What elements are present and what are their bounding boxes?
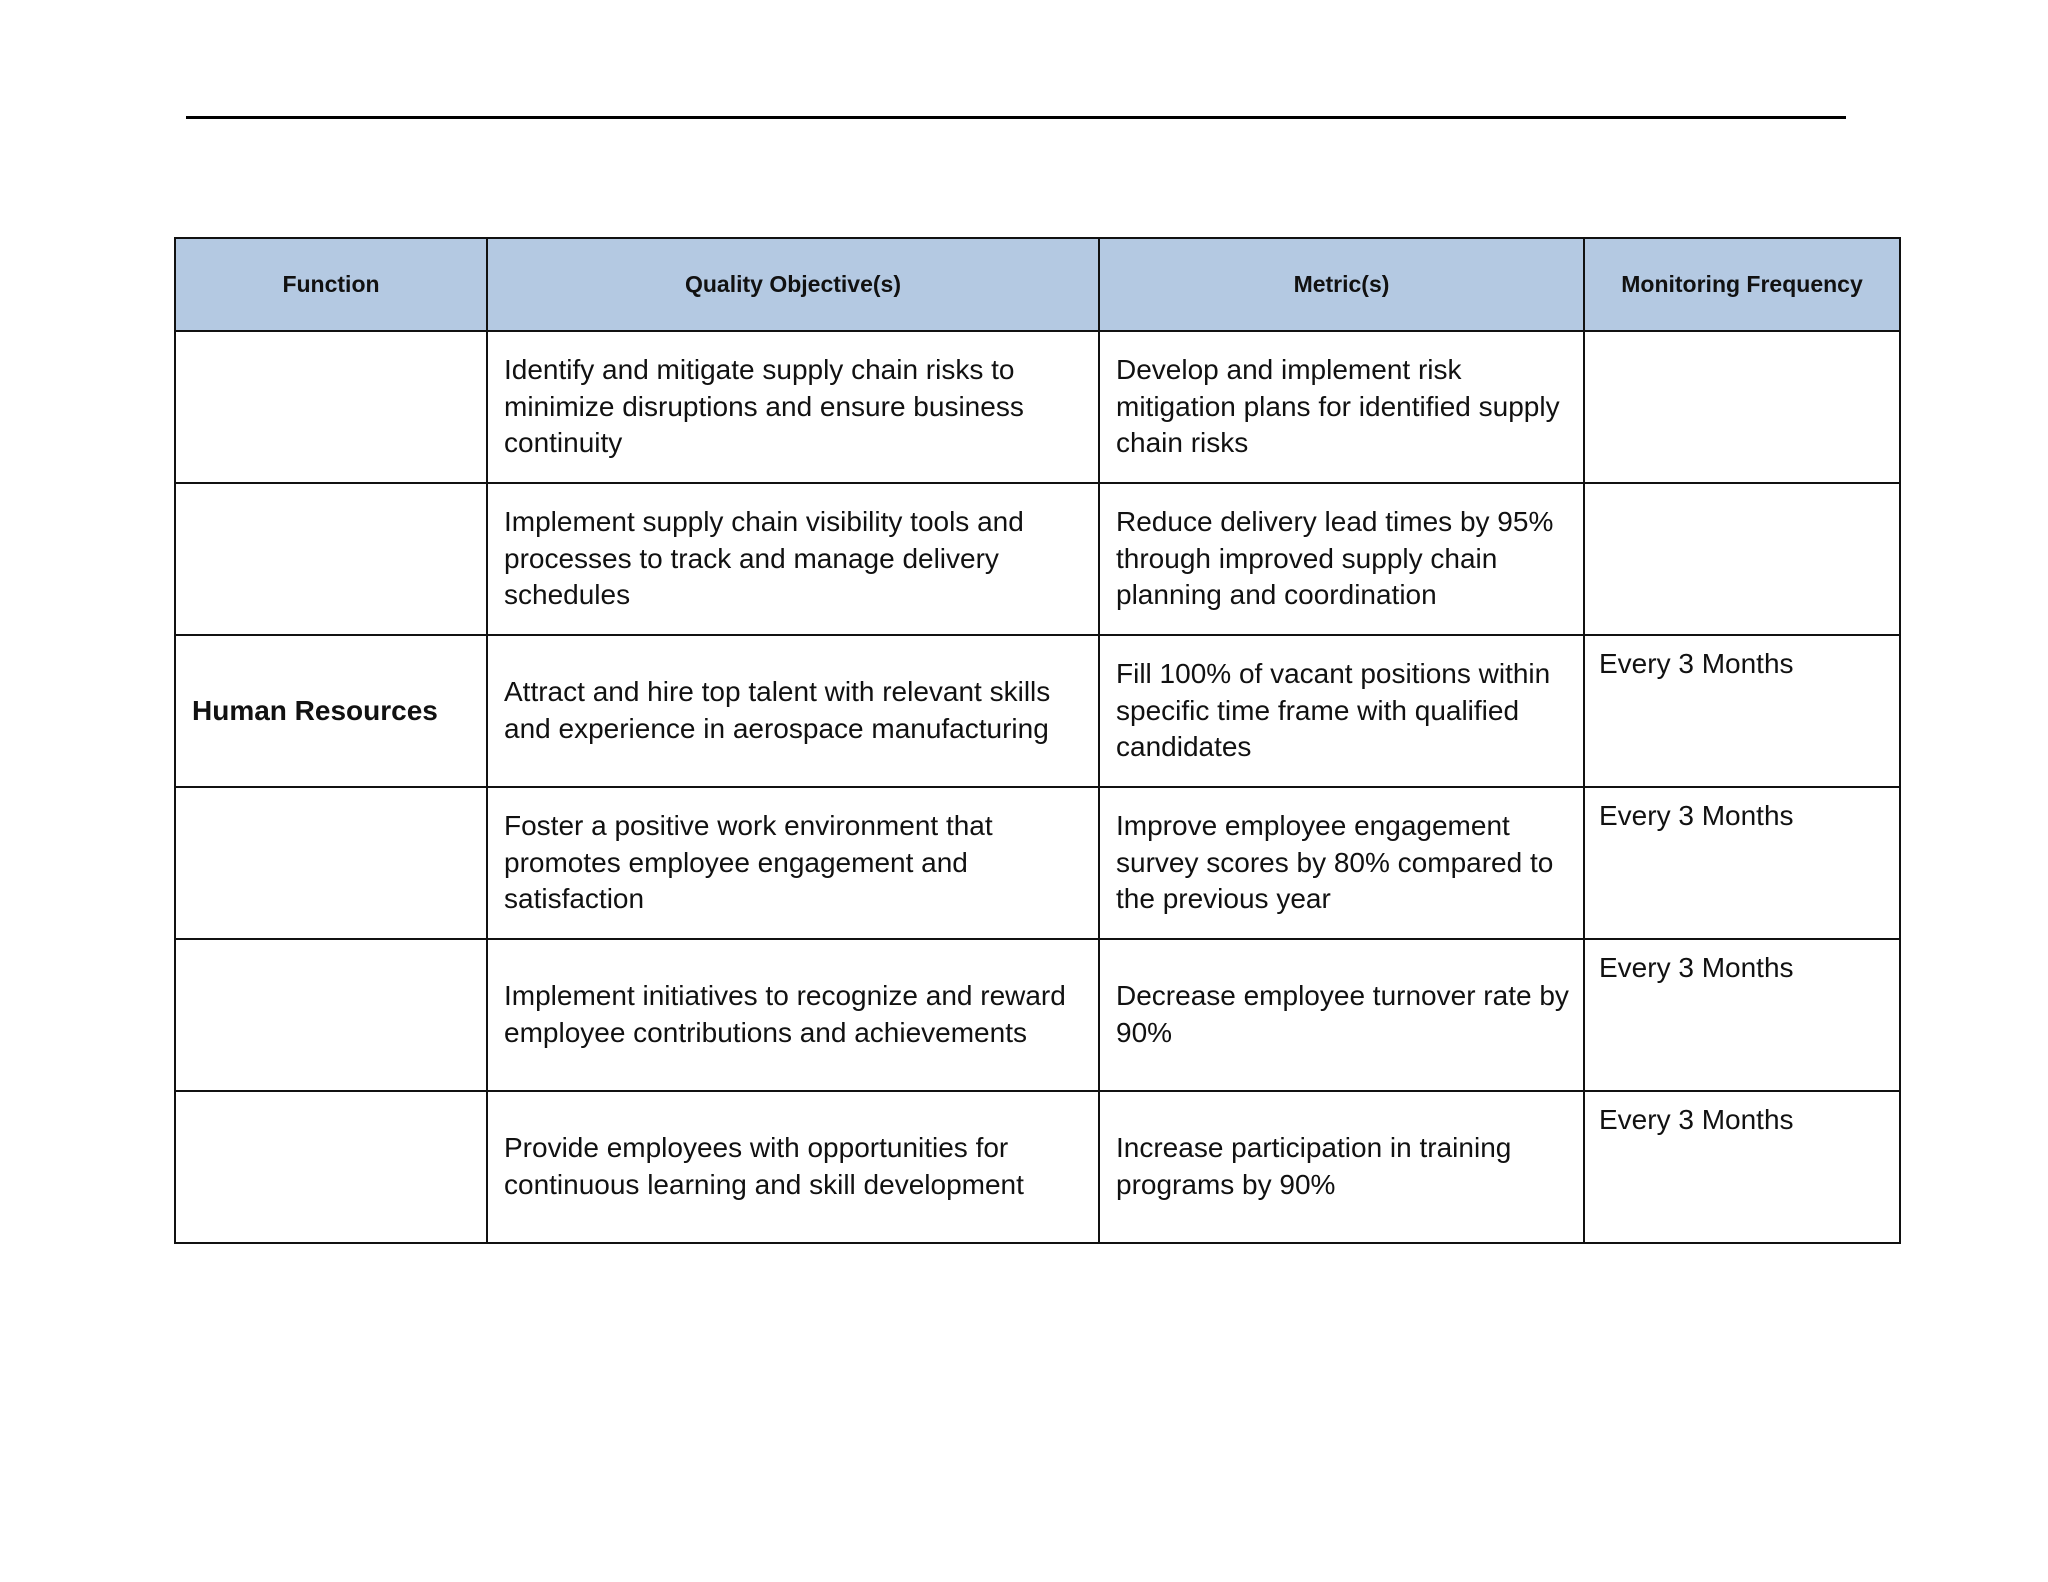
table-row	[175, 331, 1900, 483]
column-header-frequency: Monitoring Frequency	[1584, 238, 1900, 331]
frequency-cell	[1584, 483, 1900, 635]
frequency-cell	[1584, 331, 1900, 483]
metric-cell: Decrease employee turnover rate by 90%	[1099, 939, 1584, 1091]
quality-objectives-table	[174, 237, 1901, 1244]
frequency-cell: Every 3 Months	[1584, 787, 1900, 939]
metric-cell: Fill 100% of vacant positions within specific time frame with qualified candidates	[1099, 635, 1584, 787]
column-header-objective: Quality Objective(s)	[487, 238, 1099, 331]
metric-cell: Improve employee engagement survey scores by 80% compared to the previous year	[1099, 787, 1584, 939]
objective-cell: Attract and hire top talent with relevant skills and experience in aerospace manufacturing	[487, 635, 1099, 787]
metric-cell: Develop and implement risk mitigation plans for identified supply chain risks	[1099, 331, 1584, 483]
function-cell	[175, 787, 487, 939]
objective-cell: Identify and mitigate supply chain risks to minimize disruptions and ensure business continuity	[487, 331, 1099, 483]
frequency-cell: Every 3 Months	[1584, 1091, 1900, 1243]
function-cell	[175, 1091, 487, 1243]
objective-cell: Foster a positive work environment that promotes employee engagement and satisfaction	[487, 787, 1099, 939]
table-row	[175, 787, 1900, 939]
table-row	[175, 1091, 1900, 1243]
function-cell: Human Resources	[175, 635, 487, 787]
table-header-row	[175, 238, 1900, 331]
function-cell	[175, 939, 487, 1091]
function-cell	[175, 483, 487, 635]
frequency-cell: Every 3 Months	[1584, 635, 1900, 787]
function-cell	[175, 331, 487, 483]
objective-cell: Provide employees with opportunities for continuous learning and skill development	[487, 1091, 1099, 1243]
metric-cell: Increase participation in training programs by 90%	[1099, 1091, 1584, 1243]
frequency-cell: Every 3 Months	[1584, 939, 1900, 1091]
header-rule	[186, 116, 1846, 119]
table-row	[175, 635, 1900, 787]
objective-cell: Implement supply chain visibility tools and processes to track and manage delivery schedules	[487, 483, 1099, 635]
metric-cell: Reduce delivery lead times by 95% through improved supply chain planning and coordination	[1099, 483, 1584, 635]
column-header-function: Function	[175, 238, 487, 331]
objective-cell: Implement initiatives to recognize and reward employee contributions and achievements	[487, 939, 1099, 1091]
table-row	[175, 483, 1900, 635]
table-row	[175, 939, 1900, 1091]
column-header-metric: Metric(s)	[1099, 238, 1584, 331]
